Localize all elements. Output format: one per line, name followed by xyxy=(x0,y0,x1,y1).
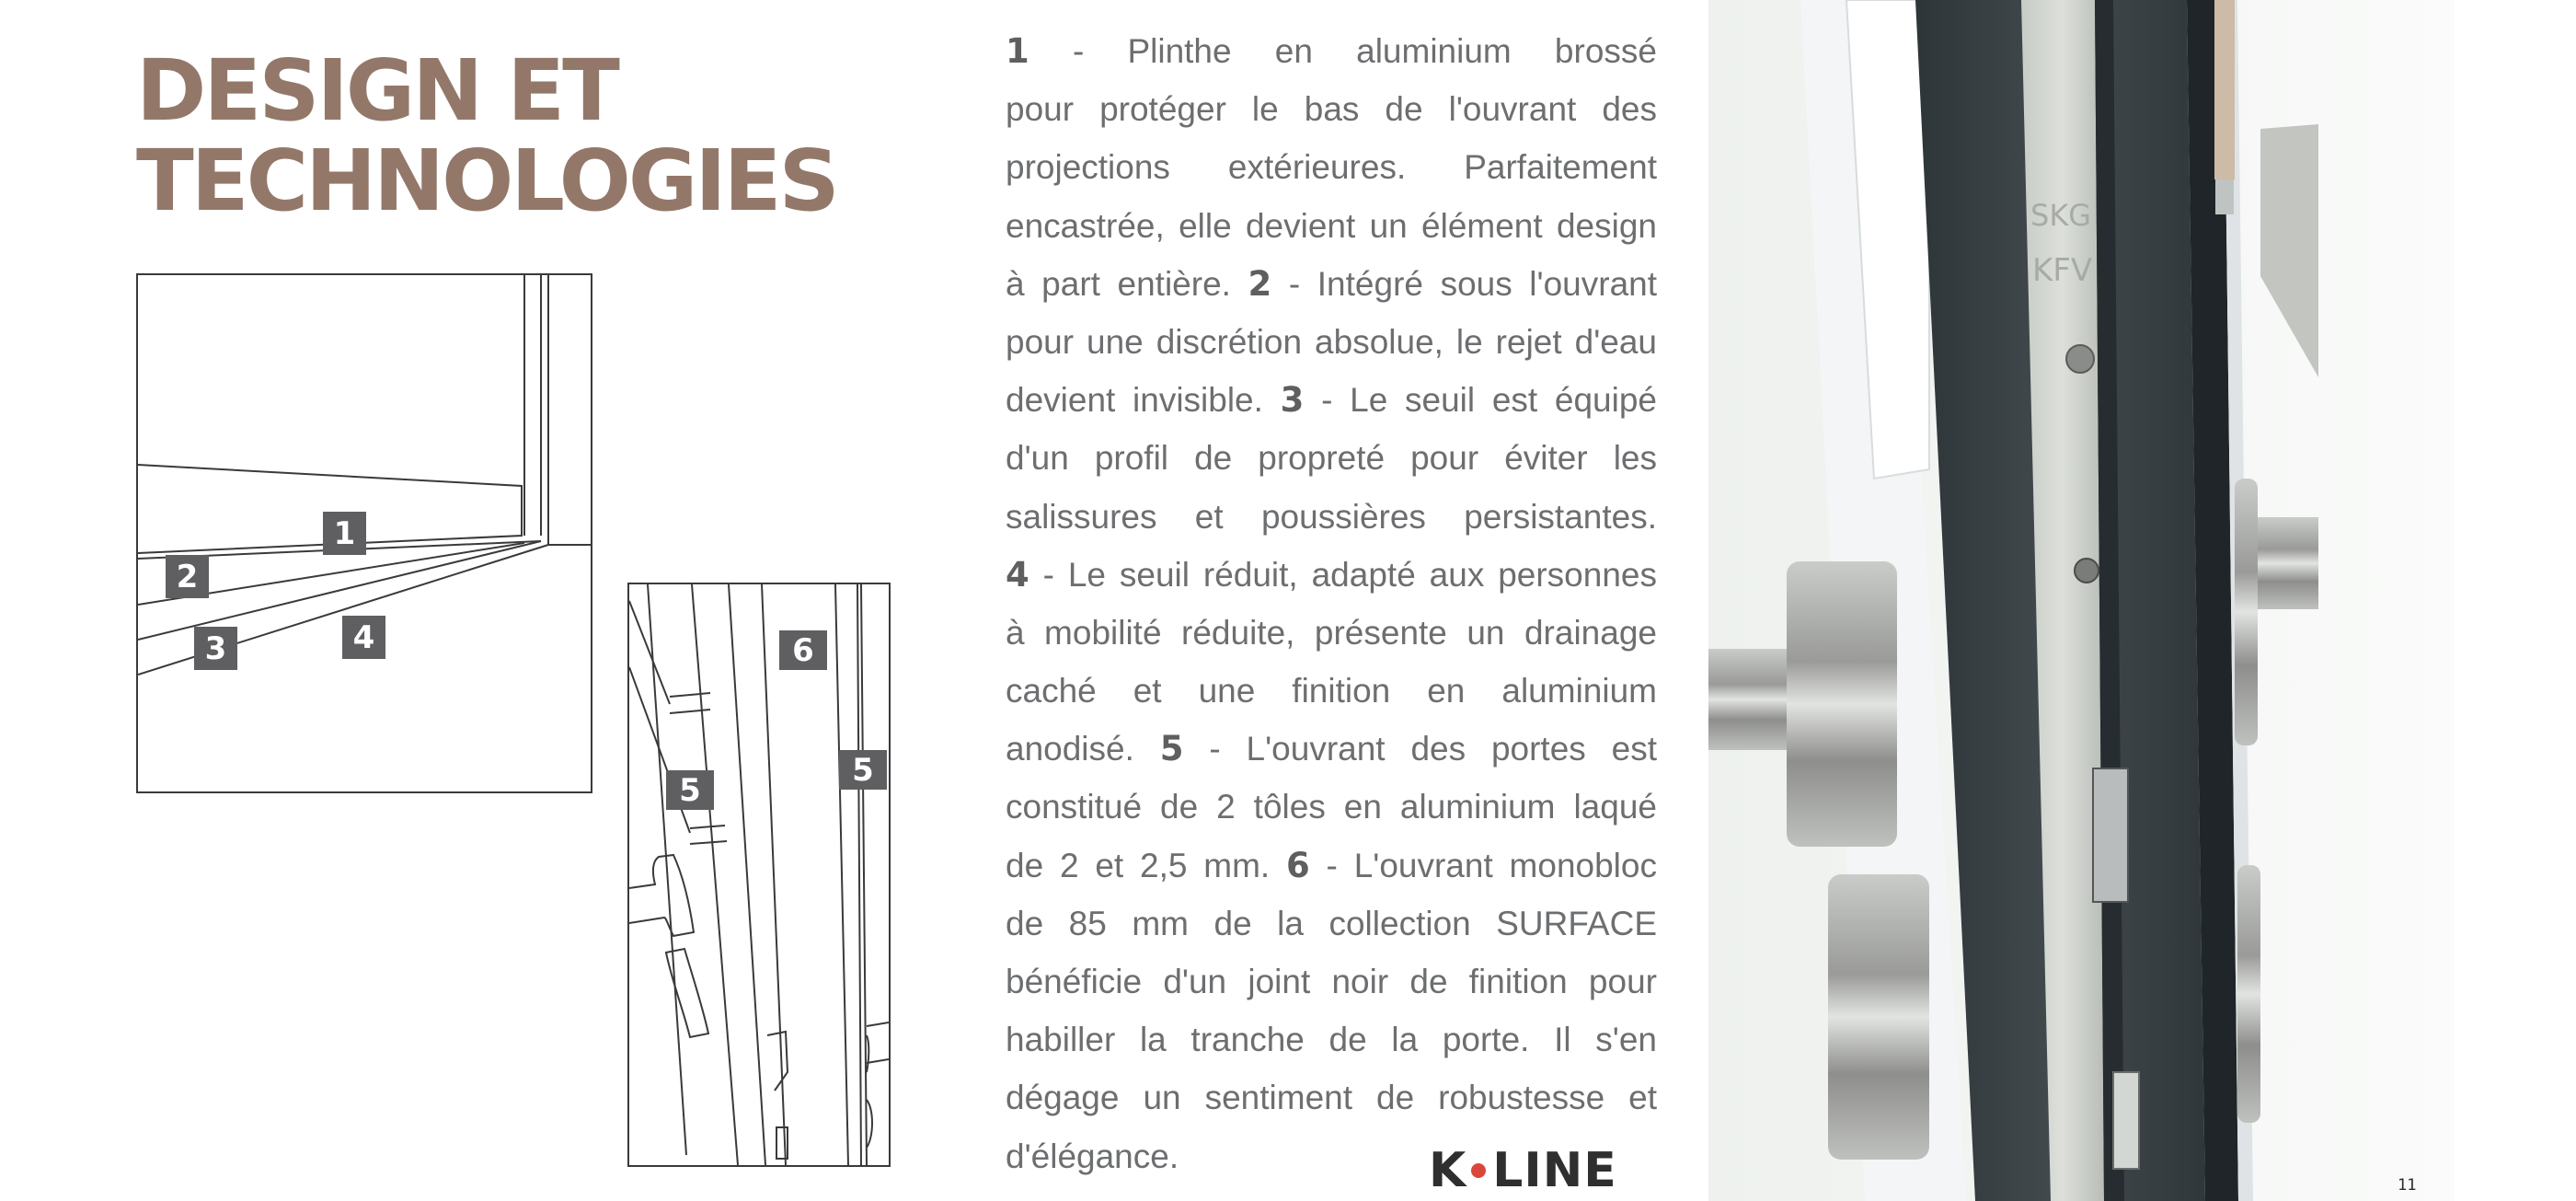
text-line xyxy=(1006,546,1657,604)
text-segment: pour protéger le bas de l'ouvrant des xyxy=(1006,90,1657,129)
logo-dot-icon xyxy=(1471,1163,1486,1178)
callout-2: 2 xyxy=(166,555,209,598)
text-segment: pour une discrétion absolue, le rejet d'eau xyxy=(1006,322,1657,361)
text-line xyxy=(1006,778,1657,836)
text-segment: d'élégance. xyxy=(1006,1137,1179,1175)
page-number: 11 xyxy=(2398,1176,2417,1195)
text-line xyxy=(1006,662,1657,720)
text-segment: encastrée, elle devient un élément design xyxy=(1006,206,1657,245)
text-segment: habiller la tranche de la porte. Il s'en xyxy=(1006,1021,1657,1059)
logo-line: LINE xyxy=(1492,1143,1617,1198)
text-line xyxy=(1006,1068,1657,1126)
callout-6: 6 xyxy=(779,630,827,670)
text-segment: dégage un sentiment de robustesse et xyxy=(1006,1079,1657,1117)
text-segment: - Le seuil réduit, adapté aux personnes xyxy=(1029,555,1657,594)
text-segment: caché et une finition en aluminium xyxy=(1006,672,1657,710)
logo-k: K xyxy=(1429,1143,1467,1198)
door-edge-diagram xyxy=(627,583,891,1167)
text-line xyxy=(1006,80,1657,138)
callout-4: 4 xyxy=(342,616,385,659)
text-segment: salissures et poussières persistantes. xyxy=(1006,497,1657,536)
text-line xyxy=(1006,197,1657,255)
text-line xyxy=(1006,371,1657,429)
text-line xyxy=(1006,313,1657,371)
door-edge-line-drawing xyxy=(629,584,889,1165)
threshold-diagram xyxy=(136,273,592,793)
item-number: 5 xyxy=(1159,729,1184,769)
text-segment: bénéficie d'un joint noir de finition pour xyxy=(1006,963,1657,1000)
text-segment: - L'ouvrant des portes est xyxy=(1183,730,1657,768)
item-number: 1 xyxy=(1006,31,1029,71)
text-segment: constitué de 2 tôles en aluminium laqué xyxy=(1006,788,1657,826)
title-line-1: DESIGN ET xyxy=(136,41,617,140)
page-title xyxy=(136,41,837,230)
text-segment: à part entière. xyxy=(1006,264,1248,303)
text-line xyxy=(1006,138,1657,196)
item-number: 3 xyxy=(1280,380,1305,421)
text-segment: à mobilité réduite, présente un drainage xyxy=(1006,613,1657,652)
text-line xyxy=(1006,604,1657,662)
text-segment: - L'ouvrant monobloc xyxy=(1309,846,1657,884)
text-line xyxy=(1006,720,1657,778)
text-segment: d'un profil de propreté pour éviter les xyxy=(1006,439,1657,478)
text-segment: de 2 et 2,5 mm. xyxy=(1006,846,1286,884)
svg-text:KFV: KFV xyxy=(2032,252,2093,289)
text-segment: devient invisible. xyxy=(1006,381,1281,420)
text-segment: anodisé. xyxy=(1006,730,1160,768)
svg-text:SKG: SKG xyxy=(2030,198,2092,233)
text-segment: - Intégré sous l'ouvrant xyxy=(1271,264,1658,303)
door-edge-photo xyxy=(1708,0,2455,1201)
item-number: 6 xyxy=(1286,845,1310,885)
text-line xyxy=(1006,22,1657,80)
text-line xyxy=(1006,488,1657,546)
text-line xyxy=(1006,895,1657,953)
callout-3: 3 xyxy=(194,627,237,670)
title-line-2: TECHNOLOGIES xyxy=(136,132,837,230)
description-text xyxy=(1006,22,1657,1185)
item-number: 4 xyxy=(1006,554,1029,595)
text-segment: - Plinthe en aluminium brossé xyxy=(1029,32,1657,70)
callout-1: 1 xyxy=(323,512,366,555)
text-line xyxy=(1006,429,1657,487)
text-segment: - Le seuil est équipé xyxy=(1304,381,1658,420)
door-photo-illustration xyxy=(1708,0,2455,1201)
text-segment: de 85 mm de la collection SURFACE xyxy=(1006,904,1657,942)
item-number: 2 xyxy=(1248,263,1272,304)
callout-5-left: 5 xyxy=(666,770,714,810)
callout-5-right: 5 xyxy=(839,750,887,790)
text-line xyxy=(1006,1010,1657,1068)
kline-logo xyxy=(1429,1143,1617,1198)
text-line xyxy=(1006,837,1657,895)
text-line xyxy=(1006,255,1657,313)
text-segment: projections extérieures. Parfaitement xyxy=(1006,148,1657,187)
text-line xyxy=(1006,953,1657,1010)
